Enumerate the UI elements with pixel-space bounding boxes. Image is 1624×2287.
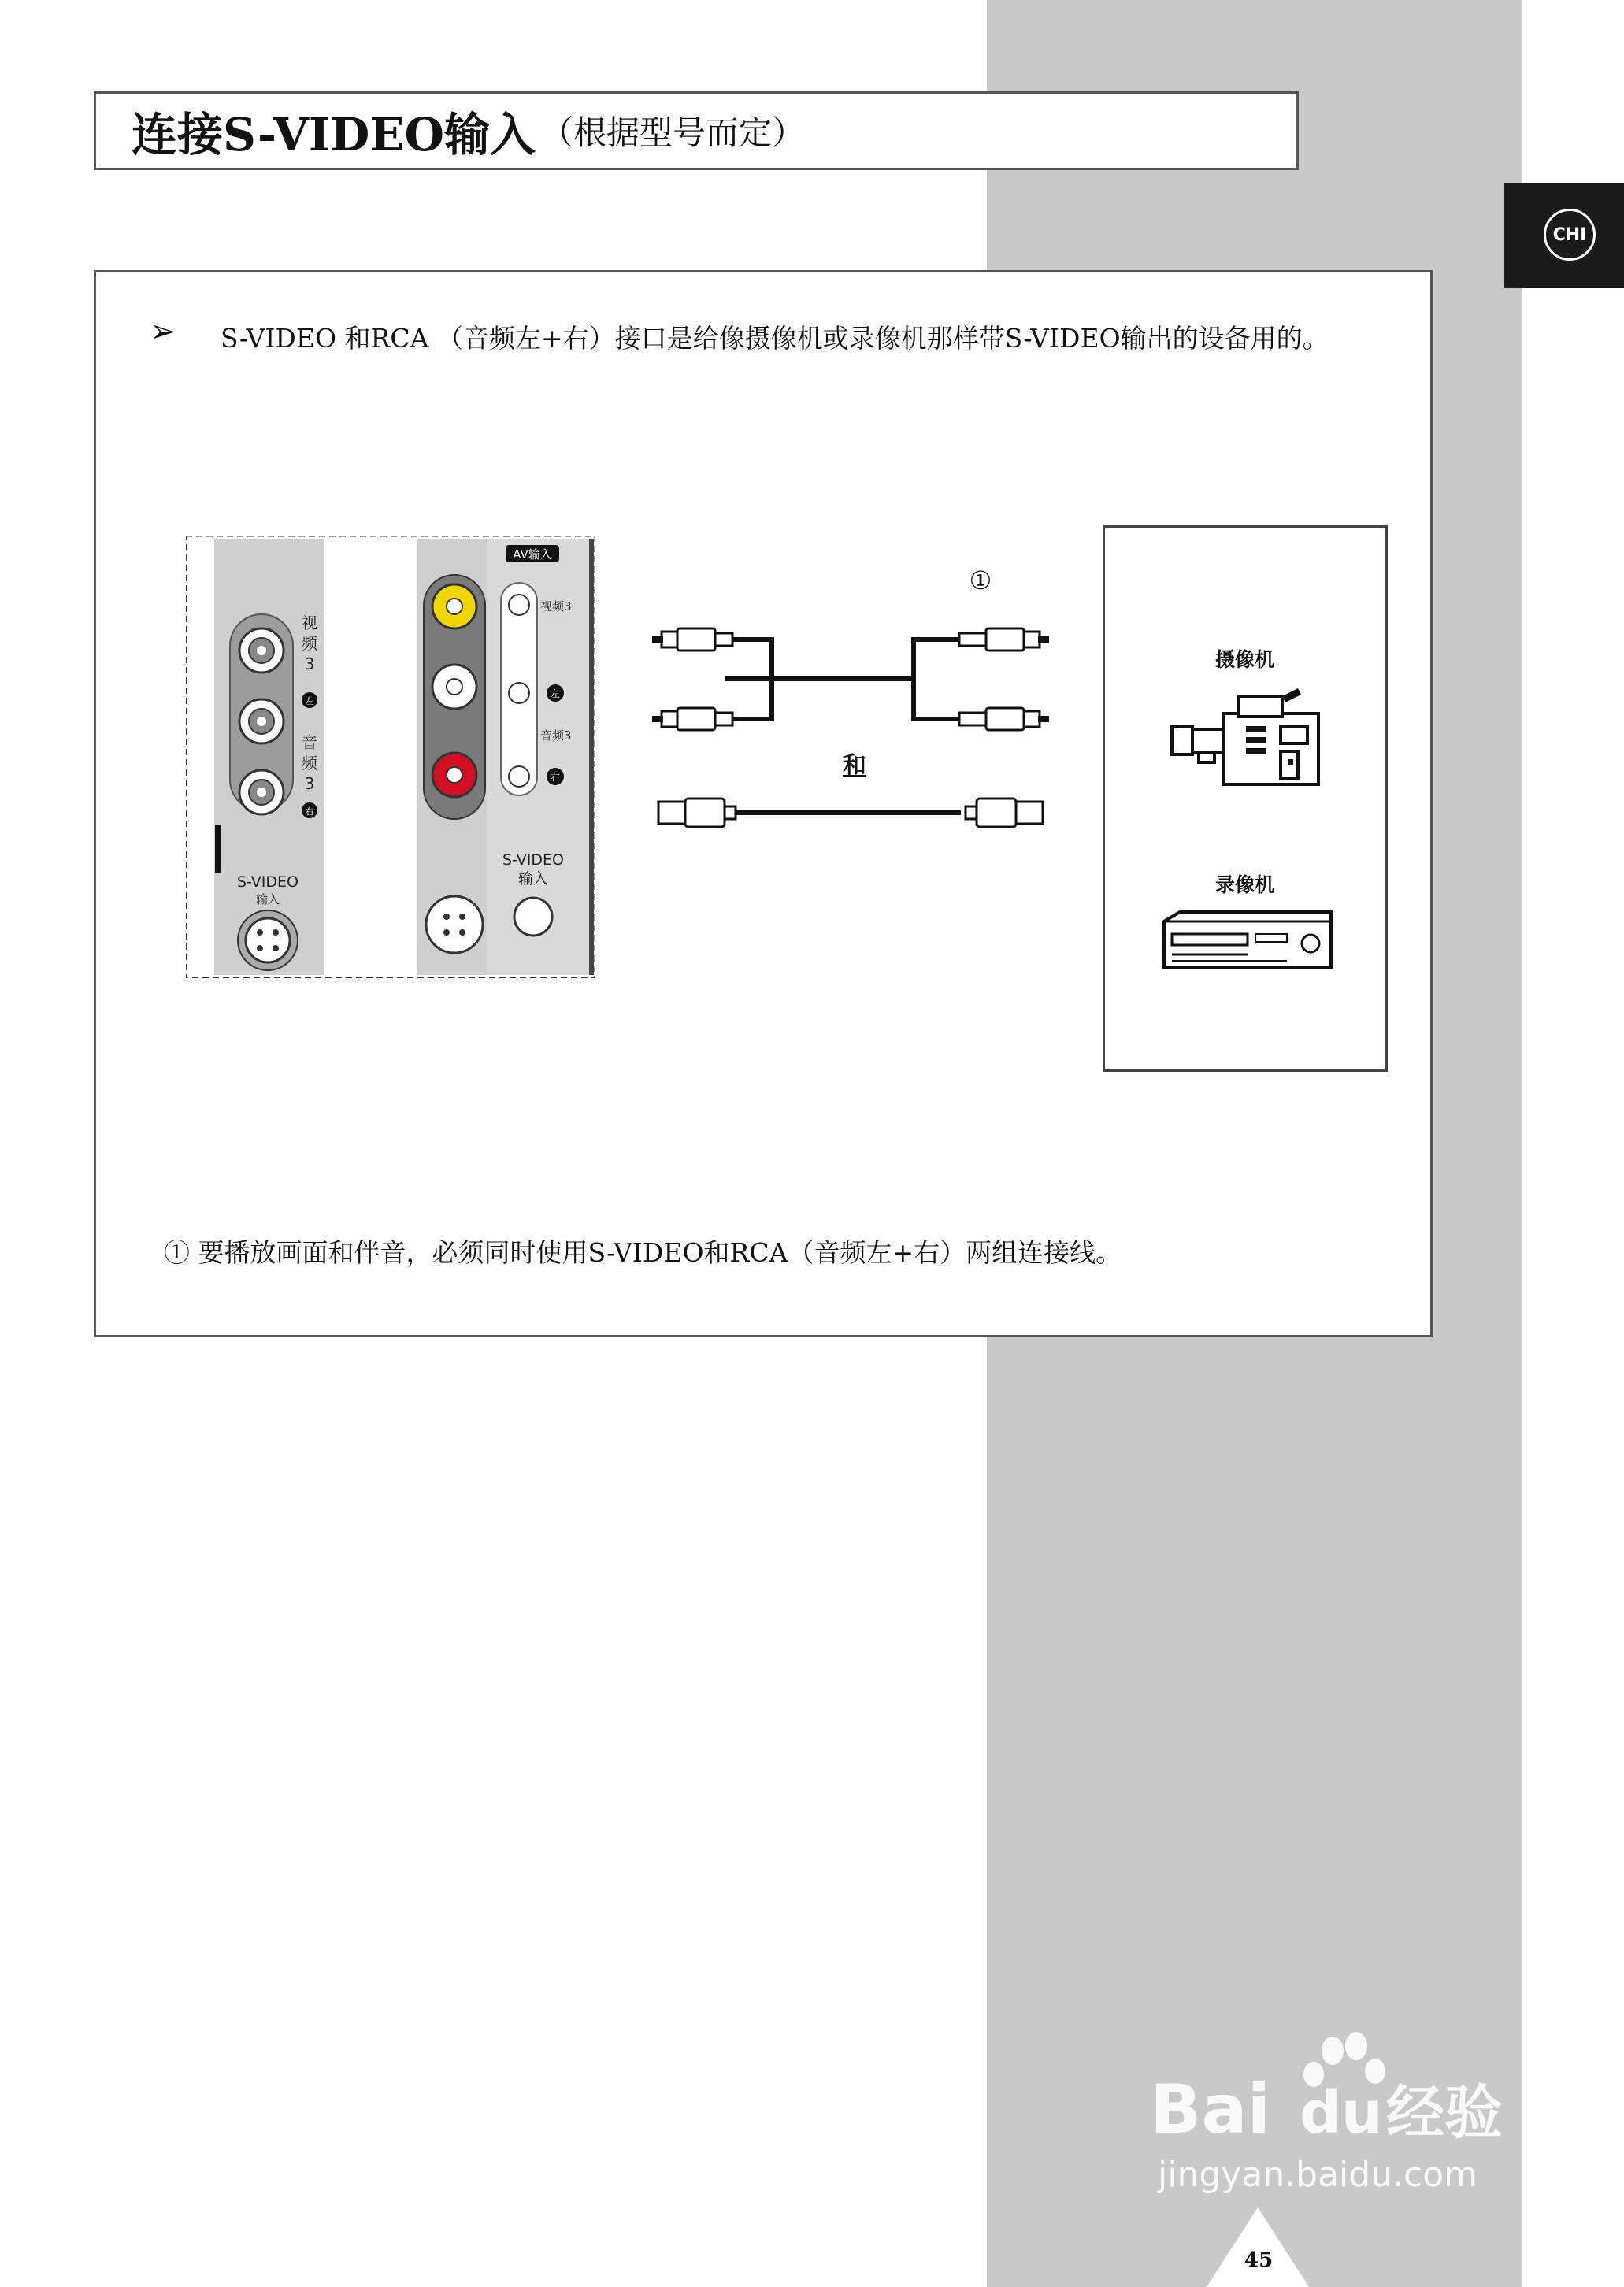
note-arrow-icon: ➢ bbox=[150, 313, 176, 350]
language-code: CHI bbox=[1544, 209, 1596, 261]
svideo-label-left: S-VIDEO bbox=[237, 873, 298, 891]
watermark-product: 经验 bbox=[1386, 2079, 1503, 2147]
right-badge-2: 右 bbox=[550, 772, 561, 783]
cable-diagram bbox=[646, 551, 1055, 851]
audio3-vertical-char-2: 频 bbox=[302, 754, 317, 773]
page-number: 45 bbox=[1244, 2248, 1274, 2272]
av-input-label: AV输入 bbox=[513, 547, 552, 562]
camcorder-icon bbox=[1170, 685, 1320, 788]
video3-vertical-char-1: 视 bbox=[302, 613, 317, 632]
tv-rear-panel-illustration bbox=[186, 536, 595, 978]
svideo-label-right: S-VIDEO bbox=[502, 851, 564, 869]
note-text: S-VIDEO 和RCA （音频左+右）接口是给像摄像机或录像机那样带S-VIDEO输出的设备用的。 bbox=[221, 323, 1329, 354]
camcorder-label: 摄像机 bbox=[1215, 648, 1275, 671]
audio3-label: 音频3 bbox=[540, 728, 572, 743]
and-label: 和 bbox=[843, 752, 866, 780]
video3-label: 视频3 bbox=[540, 599, 572, 613]
svideo-input-left: 输入 bbox=[255, 892, 280, 906]
right-badge-1: 右 bbox=[305, 806, 314, 817]
section-subtitle: （根据型号而定） bbox=[540, 113, 806, 152]
vcr-label: 录像机 bbox=[1215, 873, 1275, 896]
video3-vertical-char-2: 频 bbox=[302, 634, 317, 653]
left-badge-1: 左 bbox=[305, 696, 314, 706]
svideo-input-right: 输入 bbox=[517, 870, 549, 888]
section-title-box bbox=[94, 91, 1299, 170]
audio3-vertical-char-3: 3 bbox=[304, 774, 315, 793]
cable-circle-one: ① bbox=[969, 565, 992, 595]
baidu-jingyan-watermark bbox=[1150, 2032, 1559, 2221]
watermark-brand: Bai bbox=[1150, 2070, 1271, 2149]
left-badge-2: 左 bbox=[550, 688, 561, 699]
watermark-brand2: du bbox=[1300, 2079, 1383, 2147]
audio3-vertical-char-1: 音 bbox=[302, 733, 317, 752]
source-devices-box bbox=[1103, 525, 1388, 1072]
footnote: ① 要播放画面和伴音，必须同时使用S-VIDEO和RCA（音频左+右）两组连接线。 bbox=[164, 1237, 1122, 1268]
video3-vertical-char-3: 3 bbox=[304, 654, 315, 673]
watermark-url: jingyan.baidu.com bbox=[1158, 2155, 1478, 2195]
section-title: 连接S-VIDEO输入 bbox=[132, 108, 536, 161]
vcr-icon bbox=[1161, 910, 1334, 970]
page-number-triangle bbox=[1207, 2207, 1309, 2287]
